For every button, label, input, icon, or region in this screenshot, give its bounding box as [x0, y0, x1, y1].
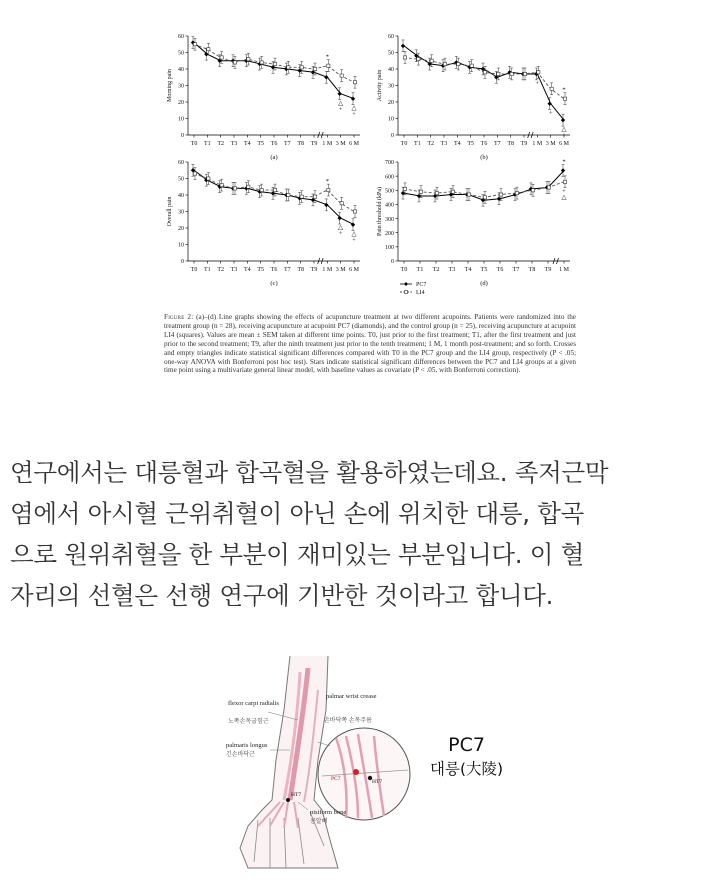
y-tick-label: 50 — [178, 50, 184, 57]
x-tick-label: 1 M — [322, 141, 333, 147]
data-point-pc7 — [547, 101, 551, 105]
y-tick-label: 10 — [178, 242, 184, 249]
panel-label: (b) — [480, 154, 488, 161]
y-tick-label: 60 — [178, 34, 184, 41]
data-point-li4 — [523, 72, 526, 75]
significance-mark: △ — [351, 230, 357, 238]
data-point-li4 — [327, 64, 330, 67]
significance-mark: * — [325, 53, 329, 61]
data-point-li4 — [287, 193, 290, 196]
ht7-label: HT7 — [372, 779, 383, 785]
x-tick-label: T4 — [453, 141, 461, 147]
x-tick-label: T8 — [507, 141, 515, 147]
y-tick-label: 0 — [391, 259, 394, 266]
y-tick-label: 60 — [388, 34, 394, 41]
y-tick-label: 400 — [385, 202, 394, 209]
y-tick-label: 20 — [178, 226, 184, 233]
y-tick-label: 300 — [385, 216, 394, 223]
body-line-2: 염에서 아시혈 근위취혈이 아닌 손에 위치한 대릉, 합곡 — [10, 499, 584, 528]
significance-mark: + — [338, 105, 343, 113]
x-tick-label: T9 — [310, 267, 318, 273]
chart-panel-1 — [167, 34, 360, 161]
pc7-point — [353, 769, 359, 775]
panel-label: (c) — [270, 280, 278, 287]
y-tick-label: 50 — [388, 50, 394, 57]
x-tick-label: T2 — [432, 267, 440, 273]
y-tick-label: 40 — [178, 193, 184, 200]
y-tick-label: 40 — [178, 67, 184, 74]
y-axis-label: Pain threshold (kPa) — [377, 187, 383, 236]
data-point-pc7 — [337, 92, 341, 96]
legend-label: LI4 — [416, 290, 425, 296]
significance-mark: △ — [561, 126, 567, 134]
x-tick-label: T4 — [243, 141, 251, 147]
data-point-li4 — [497, 72, 500, 75]
data-point-pc7 — [561, 168, 565, 172]
data-point-li4 — [353, 210, 356, 213]
x-tick-label: T2 — [427, 141, 435, 147]
x-tick-label: T4 — [243, 267, 251, 273]
y-axis-label: Overall pain — [167, 196, 173, 227]
x-tick-label: T2 — [217, 267, 225, 273]
y-tick-label: 0 — [391, 133, 394, 140]
data-point-li4 — [403, 187, 406, 190]
significance-mark: + — [352, 110, 356, 118]
y-tick-label: 50 — [178, 176, 184, 183]
x-tick-label: T9 — [544, 267, 552, 273]
legend-label: PC7 — [416, 282, 427, 288]
x-tick-label: T8 — [297, 141, 305, 147]
y-tick-label: 700 — [385, 160, 394, 167]
data-point-pc7 — [401, 44, 405, 48]
chart-panel-2 — [377, 34, 570, 161]
x-tick-label: T6 — [270, 141, 278, 147]
y-tick-label: 600 — [385, 174, 394, 181]
x-tick-label: T7 — [283, 141, 291, 147]
y-axis-label: Activity pain — [377, 69, 383, 102]
data-point-li4 — [260, 61, 263, 64]
significance-mark: + — [562, 187, 566, 195]
x-tick-label: T8 — [297, 267, 305, 273]
crease-label-en: palmar wrist crease — [326, 693, 377, 700]
body-line-3: 으로 원위취혈을 한 부분이 재미있는 부분입니다. 이 혈 — [10, 540, 584, 569]
flexor-label-ko: 노쪽손목굽힘근 — [228, 719, 269, 725]
x-tick-label: T5 — [257, 141, 265, 147]
data-point-li4 — [499, 193, 502, 196]
data-point-li4 — [300, 66, 303, 69]
series-line-li4 — [404, 182, 564, 198]
ht7-point-small — [286, 798, 290, 802]
data-point-li4 — [193, 172, 196, 175]
significance-mark: △ — [338, 99, 344, 107]
data-point-li4 — [260, 188, 263, 191]
y-axis-label: Morning pain — [167, 69, 173, 102]
acupoint-subtitle: 대릉(大陵) — [430, 760, 504, 778]
y-tick-label: 40 — [388, 67, 394, 74]
y-tick-label: 10 — [178, 116, 184, 123]
x-tick-label: T0 — [400, 141, 408, 147]
x-tick-label: T3 — [440, 141, 448, 147]
data-point-li4 — [563, 180, 566, 183]
y-tick-label: 30 — [388, 83, 394, 90]
data-point-li4 — [483, 71, 486, 74]
data-point-li4 — [207, 177, 210, 180]
x-tick-label: 3 M — [335, 267, 346, 273]
x-tick-label: T1 — [413, 141, 421, 147]
significance-mark: + — [535, 79, 540, 87]
x-tick-label: 3 M — [335, 141, 346, 147]
y-tick-label: 0 — [181, 259, 184, 266]
chart-panel-3 — [167, 160, 360, 287]
data-point-li4 — [193, 43, 196, 46]
body-line-1: 연구에서는 대릉혈과 합곡혈을 활용하였는데요. 족저근막 — [10, 458, 609, 487]
data-point-li4 — [510, 72, 513, 75]
x-tick-label: T4 — [464, 267, 472, 273]
data-point-li4 — [220, 184, 223, 187]
data-point-li4 — [563, 97, 566, 100]
y-tick-label: 20 — [178, 100, 184, 107]
significance-mark: △ — [561, 193, 567, 201]
x-tick-label: T7 — [493, 141, 501, 147]
data-point-li4 — [470, 64, 473, 67]
y-tick-label: 0 — [181, 133, 184, 140]
significance-mark: + — [562, 132, 566, 140]
data-point-li4 — [419, 190, 422, 193]
data-point-li4 — [483, 196, 486, 199]
y-tick-label: 100 — [385, 245, 394, 252]
x-tick-label: 6 M — [349, 141, 359, 147]
data-point-li4 — [435, 192, 438, 195]
significance-mark: + — [338, 230, 343, 238]
significance-mark: * — [562, 158, 566, 166]
data-point-li4 — [233, 61, 236, 64]
data-point-li4 — [550, 87, 553, 90]
x-tick-label: T3 — [230, 267, 238, 273]
data-point-pc7 — [324, 203, 328, 207]
data-point-li4 — [417, 58, 420, 61]
legend-marker — [405, 291, 408, 294]
data-point-li4 — [273, 62, 276, 65]
line-chart-figure — [160, 22, 580, 312]
caption-text: (a)–(d) Line graphs showing the effects of acupuncture treatment at two different acupoints. Patients were randomized into the treatment group (n = 28), receiving acupuncture at acupoint PC7 (diamonds), and the control group (n = 25), receiving acupuncture at acupoint LI4 (squares). Values are mean ± SEM taken at different time points. T0, just prior to the first treatment; T1, after the first treatment and just prior to the second treatment; T9, after the ninth treatment just prior to the tenth treatment; 1 M, 1 month post-treatment; and so forth. Crosses and empty triangles indicate statistical significant differences compared with T0 in the PC7 group and the LI4 group, respectively (P < .05; one-way ANOVA with Bonferroni post hoc test). Stars indicate statistical significant differences between the PC7 and LI4 groups at a given time point using a multivariate general linear model, with baseline values as covariate (P < .05, with Bonferroni correction). — [164, 313, 576, 375]
x-tick-label: T0 — [190, 267, 198, 273]
forearm-anatomy-illustration — [218, 650, 428, 870]
data-point-li4 — [220, 56, 223, 59]
data-point-li4 — [287, 66, 290, 69]
x-tick-label: 1 M — [322, 267, 333, 273]
x-tick-label: T0 — [190, 141, 198, 147]
x-tick-label: T9 — [310, 141, 318, 147]
x-tick-label: T1 — [416, 267, 424, 273]
data-point-li4 — [547, 186, 550, 189]
data-point-li4 — [273, 188, 276, 191]
x-tick-label: 6 M — [349, 267, 359, 273]
data-point-li4 — [340, 74, 343, 77]
data-point-li4 — [327, 188, 330, 191]
y-tick-label: 30 — [178, 83, 184, 90]
x-tick-label: T6 — [480, 141, 488, 147]
data-point-li4 — [457, 62, 460, 65]
data-point-li4 — [313, 195, 316, 198]
data-point-pc7 — [351, 97, 355, 101]
data-point-li4 — [531, 189, 534, 192]
data-point-li4 — [233, 187, 236, 190]
x-tick-label: T5 — [257, 267, 265, 273]
x-tick-label: T0 — [400, 267, 408, 273]
x-tick-label: T5 — [480, 267, 488, 273]
panel-label: (d) — [480, 280, 488, 287]
x-tick-label: 1 M — [559, 267, 569, 273]
x-tick-label: 6 M — [559, 141, 569, 147]
body-paragraph — [10, 452, 716, 616]
data-point-li4 — [340, 202, 343, 205]
x-tick-label: T3 — [448, 267, 456, 273]
x-tick-label: T7 — [283, 267, 291, 273]
data-point-pc7 — [561, 118, 565, 122]
data-point-li4 — [313, 67, 316, 70]
panel-label: (a) — [270, 154, 278, 161]
y-tick-label: 500 — [385, 188, 394, 195]
x-tick-label: T8 — [528, 267, 536, 273]
x-tick-label: T6 — [496, 267, 504, 273]
data-point-li4 — [207, 48, 210, 51]
x-tick-label: 3 M — [545, 141, 556, 147]
data-point-li4 — [300, 195, 303, 198]
palmaris-label-en: palmaris longus — [226, 742, 268, 749]
x-tick-label: 1 M — [532, 141, 543, 147]
x-tick-label: T1 — [203, 267, 211, 273]
data-point-li4 — [451, 190, 454, 193]
data-point-li4 — [247, 58, 250, 61]
data-point-pc7 — [324, 75, 328, 79]
significance-mark: + — [352, 236, 356, 244]
data-point-pc7 — [337, 216, 341, 220]
significance-mark: △ — [351, 104, 357, 112]
flexor-label-en: flexor carpi radialis — [228, 700, 279, 707]
pisiform-label-ko: 콩알뼈 — [310, 819, 328, 825]
y-tick-label: 60 — [178, 160, 184, 167]
acupoint-title: PC7 — [448, 734, 485, 756]
significance-mark: * — [562, 86, 566, 94]
data-point-li4 — [467, 193, 470, 196]
data-point-li4 — [353, 81, 356, 84]
chart-panel-4 — [376, 158, 570, 287]
x-tick-label: T2 — [217, 141, 225, 147]
pc7-label-small: PC7 — [331, 776, 341, 782]
data-point-li4 — [430, 59, 433, 62]
x-tick-label: T7 — [512, 267, 520, 273]
x-tick-label: T1 — [203, 141, 211, 147]
y-tick-label: 20 — [388, 100, 394, 107]
legend-marker — [404, 282, 408, 286]
y-tick-label: 30 — [178, 209, 184, 216]
data-point-li4 — [443, 62, 446, 65]
series-line-pc7 — [194, 43, 354, 99]
data-point-li4 — [403, 56, 406, 59]
x-tick-label: T5 — [467, 141, 475, 147]
data-point-li4 — [515, 192, 518, 195]
series-line-pc7 — [404, 46, 564, 120]
x-tick-label: T3 — [230, 141, 238, 147]
pisiform-label-en: pisiform bone — [310, 809, 347, 816]
y-tick-label: 10 — [388, 116, 394, 123]
crease-label-ko: 손바닥쪽 손목주름 — [324, 718, 372, 724]
series-line-pc7 — [194, 170, 354, 224]
ht7-label-small: HT7 — [291, 792, 302, 798]
chart-legend — [400, 282, 426, 296]
data-point-li4 — [537, 71, 540, 74]
palmaris-label-ko: 긴손바닥근 — [226, 752, 255, 758]
caption-figure-label: Figure 2: — [164, 313, 194, 321]
acupoint-label — [430, 734, 503, 779]
significance-mark: + — [548, 109, 553, 117]
x-tick-label: T9 — [520, 141, 528, 147]
data-point-li4 — [247, 185, 250, 188]
x-tick-label: T6 — [270, 267, 278, 273]
significance-mark: * — [325, 178, 329, 186]
y-tick-label: 200 — [385, 230, 394, 237]
figure-caption — [164, 313, 576, 375]
significance-mark: △ — [338, 224, 344, 232]
body-line-4: 자리의 선혈은 선행 연구에 기반한 것이라고 합니다. — [10, 581, 554, 610]
